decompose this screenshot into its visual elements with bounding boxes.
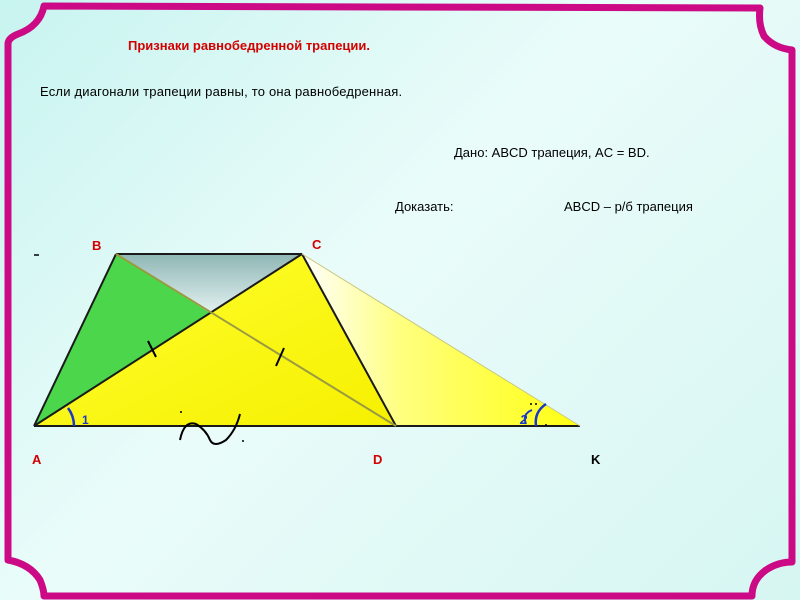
- given-statement: Дано: ABCD трапеция, AC = BD.: [454, 145, 650, 160]
- prove-statement: ABCD – р/б трапеция: [564, 199, 693, 214]
- prove-label: Доказать:: [395, 199, 454, 214]
- dot: [545, 424, 547, 426]
- label-point-C: C: [312, 237, 322, 252]
- dot: [242, 440, 244, 442]
- slide-title: Признаки равнобедренной трапеции.: [128, 38, 371, 53]
- label-point-B: B: [92, 238, 102, 253]
- label-point-K: K: [591, 452, 601, 467]
- dot: [535, 403, 537, 405]
- angle-2-label: 2: [520, 412, 528, 427]
- label-point-D: D: [373, 452, 383, 467]
- theorem-statement: Если диагонали трапеции равны, то она равнобедренная.: [40, 84, 403, 99]
- angle-1-label: 1: [82, 413, 89, 427]
- label-point-A: A: [32, 452, 42, 467]
- dot: [530, 403, 532, 405]
- dot: [180, 411, 182, 413]
